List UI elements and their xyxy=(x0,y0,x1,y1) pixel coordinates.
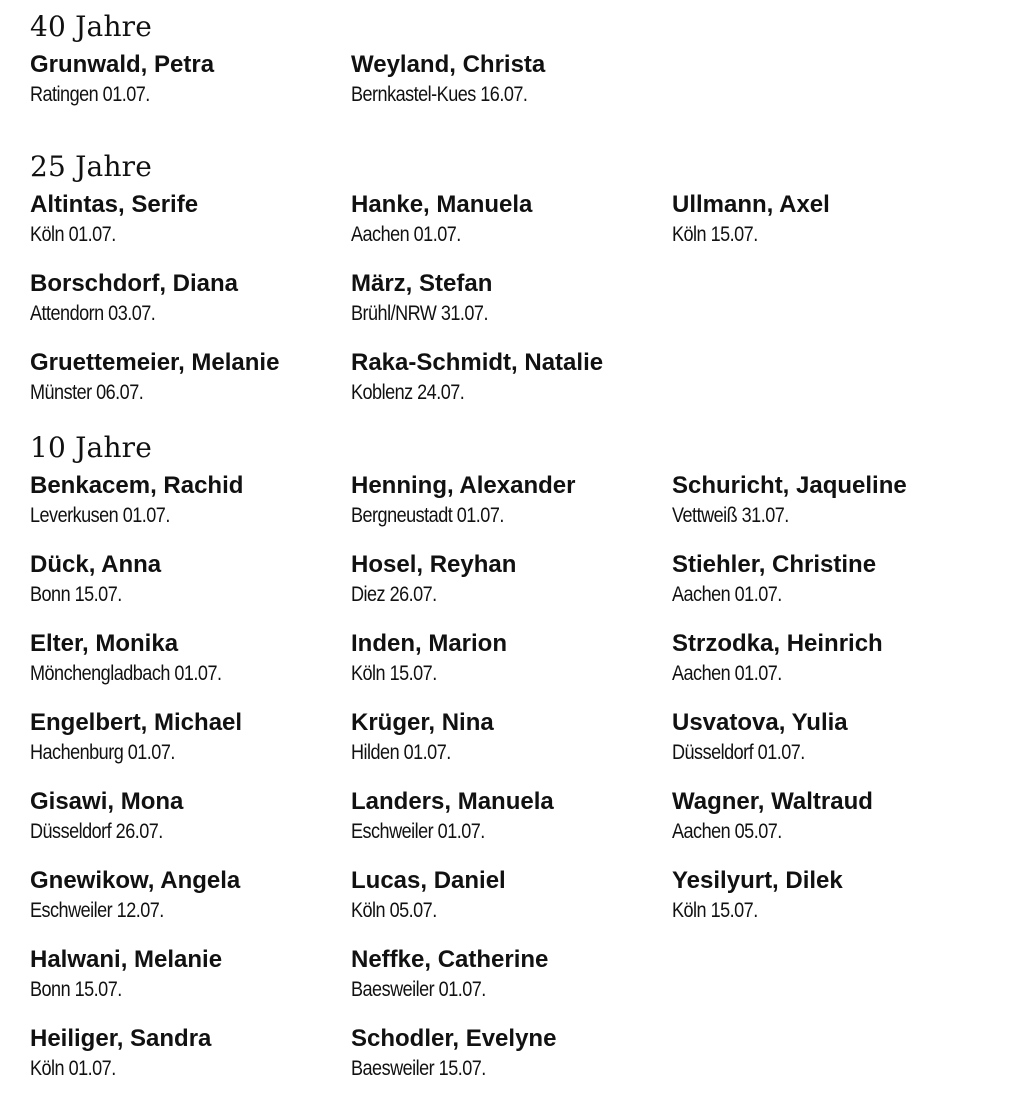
entry-grid xyxy=(30,471,990,1103)
person-name: Halwani, Melanie xyxy=(30,946,223,973)
person-place-date: Ratingen 01.07. xyxy=(30,83,150,106)
section-title: 10 Jahre xyxy=(30,431,153,464)
person-place-date: Leverkusen 01.07. xyxy=(30,504,170,527)
person-place-date: Aachen 01.07. xyxy=(672,583,782,606)
person-name: Strzodka, Heinrich xyxy=(672,630,883,657)
person-name: Inden, Marion xyxy=(351,630,507,657)
person-name: Neffke, Catherine xyxy=(351,946,549,973)
person-place-date: Baesweiler 15.07. xyxy=(351,1057,486,1080)
person-place-date: Düsseldorf 26.07. xyxy=(30,820,163,843)
person-name: Raka-Schmidt, Natalie xyxy=(351,349,604,376)
person-entry xyxy=(672,190,993,269)
section-40-jahre xyxy=(30,8,990,148)
person-name: Hanke, Manuela xyxy=(351,191,533,218)
section-10-jahre xyxy=(30,429,990,1103)
person-entry xyxy=(672,550,993,629)
person-place-date: Köln 15.07. xyxy=(672,899,758,922)
person-place-date: Köln 15.07. xyxy=(672,223,758,246)
person-entry xyxy=(351,471,672,550)
person-entry xyxy=(672,708,993,787)
person-entry xyxy=(30,787,351,866)
person-entry xyxy=(30,708,351,787)
person-place-date: Brühl/NRW 31.07. xyxy=(351,302,488,325)
person-name: Gnewikow, Angela xyxy=(30,867,241,894)
person-entry xyxy=(351,1024,672,1103)
person-entry xyxy=(672,787,993,866)
person-place-date: Aachen 01.07. xyxy=(351,223,461,246)
person-place-date: Vettweiß 31.07. xyxy=(672,504,789,527)
person-name: Grunwald, Petra xyxy=(30,51,215,78)
person-name: Elter, Monika xyxy=(30,630,179,657)
person-place-date: Bergneustadt 01.07. xyxy=(351,504,504,527)
person-name: Dück, Anna xyxy=(30,551,162,578)
person-entry xyxy=(30,945,351,1024)
person-place-date: Mönchengladbach 01.07. xyxy=(30,662,222,685)
person-name: Schodler, Evelyne xyxy=(351,1025,557,1052)
person-name: Gruettemeier, Melanie xyxy=(30,349,280,376)
person-entry xyxy=(351,550,672,629)
person-place-date: Köln 05.07. xyxy=(351,899,437,922)
person-place-date: Münster 06.07. xyxy=(30,381,144,404)
person-name: Altintas, Serife xyxy=(30,191,199,218)
person-place-date: Diez 26.07. xyxy=(351,583,437,606)
person-entry xyxy=(672,471,993,550)
person-name: Heiliger, Sandra xyxy=(30,1025,212,1052)
person-name: Ullmann, Axel xyxy=(672,191,830,218)
person-place-date: Attendorn 03.07. xyxy=(30,302,156,325)
person-name: Landers, Manuela xyxy=(351,788,554,815)
person-name: Benkacem, Rachid xyxy=(30,472,244,499)
person-name: Usvatova, Yulia xyxy=(672,709,848,736)
section-title: 40 Jahre xyxy=(30,10,153,43)
entry-grid xyxy=(30,190,990,427)
person-entry xyxy=(351,50,672,129)
person-name: Hosel, Reyhan xyxy=(351,551,517,578)
person-name: Yesilyurt, Dilek xyxy=(672,867,843,894)
person-place-date: Bernkastel-Kues 16.07. xyxy=(351,83,528,106)
entry-grid xyxy=(30,50,990,129)
person-entry xyxy=(30,471,351,550)
person-place-date: Koblenz 24.07. xyxy=(351,381,465,404)
person-entry xyxy=(351,945,672,1024)
person-entry xyxy=(351,629,672,708)
person-place-date: Bonn 15.07. xyxy=(30,978,122,1001)
person-place-date: Baesweiler 01.07. xyxy=(351,978,486,1001)
person-name: Lucas, Daniel xyxy=(351,867,506,894)
person-place-date: Köln 01.07. xyxy=(30,223,116,246)
person-entry xyxy=(30,348,351,427)
person-place-date: Düsseldorf 01.07. xyxy=(672,741,805,764)
person-name: Gisawi, Mona xyxy=(30,788,184,815)
anniversary-list xyxy=(30,8,990,1103)
person-name: Henning, Alexander xyxy=(351,472,576,499)
person-entry xyxy=(351,269,672,348)
person-place-date: Hachenburg 01.07. xyxy=(30,741,175,764)
person-entry xyxy=(351,866,672,945)
person-name: Krüger, Nina xyxy=(351,709,494,736)
person-name: Borschdorf, Diana xyxy=(30,270,239,297)
person-entry xyxy=(30,1024,351,1103)
section-25-jahre xyxy=(30,148,990,429)
person-place-date: Köln 01.07. xyxy=(30,1057,116,1080)
person-place-date: Aachen 05.07. xyxy=(672,820,782,843)
person-place-date: Eschweiler 01.07. xyxy=(351,820,485,843)
person-name: Schuricht, Jaqueline xyxy=(672,472,907,499)
person-entry xyxy=(30,866,351,945)
person-name: Stiehler, Christine xyxy=(672,551,877,578)
section-title: 25 Jahre xyxy=(30,150,153,183)
person-place-date: Hilden 01.07. xyxy=(351,741,451,764)
person-entry xyxy=(30,269,351,348)
person-name: März, Stefan xyxy=(351,270,493,297)
person-place-date: Eschweiler 12.07. xyxy=(30,899,164,922)
person-entry xyxy=(30,550,351,629)
person-name: Wagner, Waltraud xyxy=(672,788,873,815)
person-entry xyxy=(351,190,672,269)
person-entry xyxy=(351,708,672,787)
person-name: Engelbert, Michael xyxy=(30,709,243,736)
person-entry xyxy=(30,629,351,708)
person-entry xyxy=(672,629,993,708)
person-entry xyxy=(351,787,672,866)
person-place-date: Aachen 01.07. xyxy=(672,662,782,685)
person-entry xyxy=(30,50,351,129)
person-entry xyxy=(30,190,351,269)
person-entry xyxy=(351,348,672,427)
person-entry xyxy=(672,866,993,945)
person-place-date: Bonn 15.07. xyxy=(30,583,122,606)
person-name: Weyland, Christa xyxy=(351,51,546,78)
person-place-date: Köln 15.07. xyxy=(351,662,437,685)
